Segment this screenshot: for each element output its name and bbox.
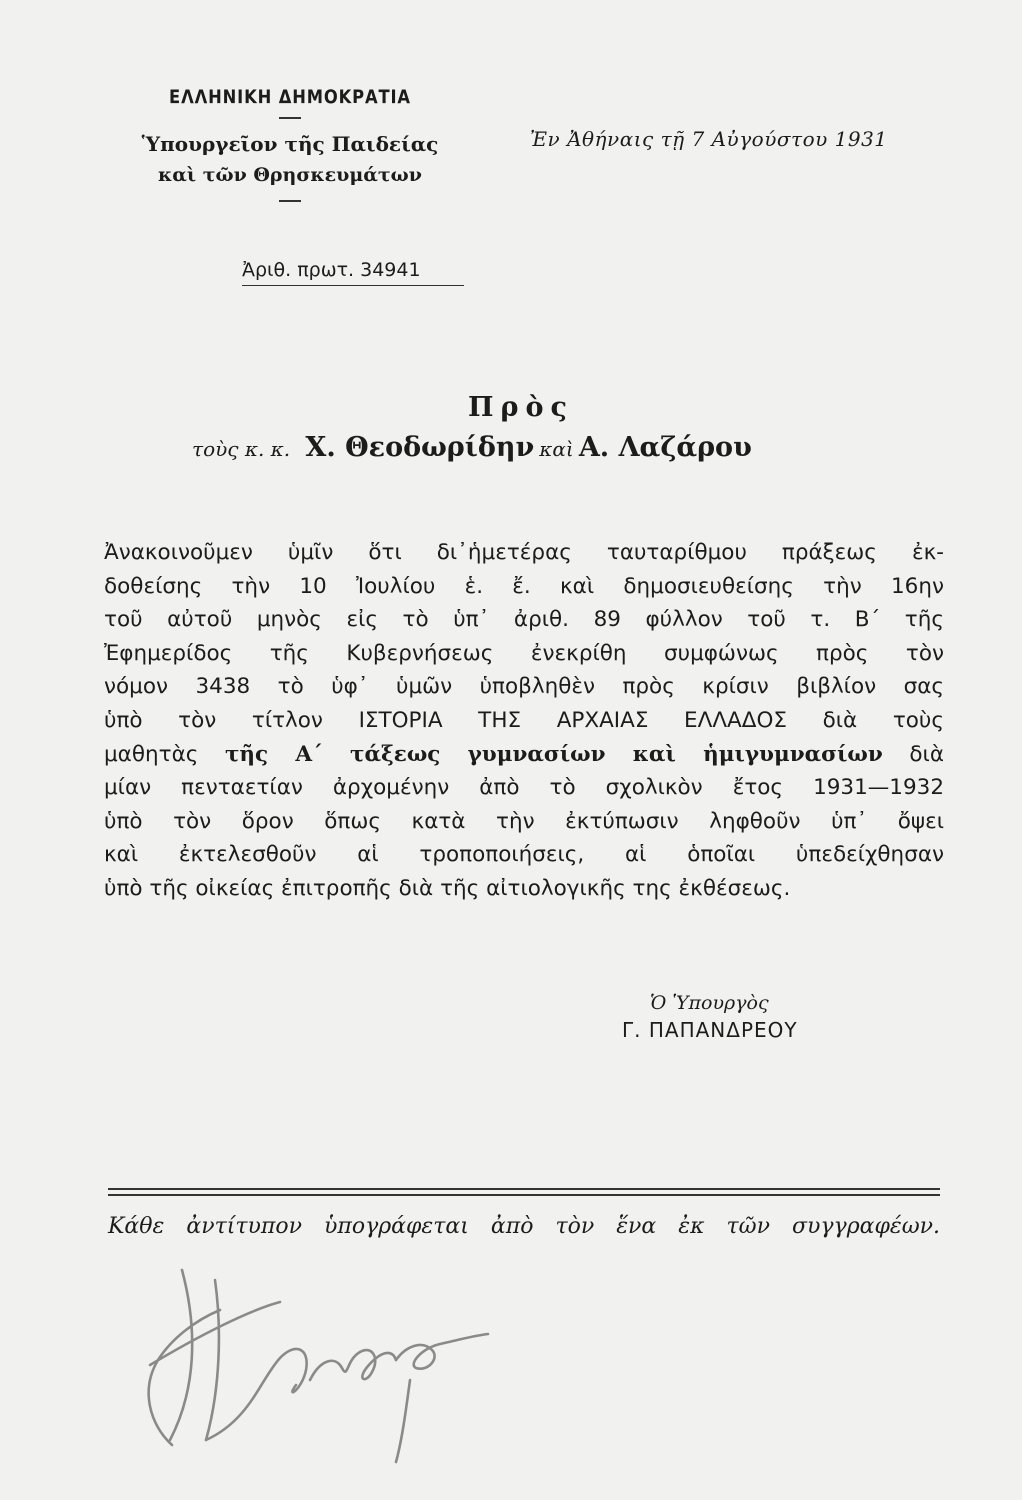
signatory-role: Ὁ Ὑπουργὸς [650,992,769,1014]
header-dash-bottom [279,200,301,202]
recipients-line [192,432,752,463]
body-line: ὑπὸ τὸν ὅρον ὅπως κατὰ τὴν ἐκτύπωσιν ληφθοῦν ὑπ᾽ ὄψει [104,808,944,834]
footer-note: Κάθε ἀντίτυπον ὑπογράφεται ἀπὸ τὸν ἕνα ἐκ τῶν συγγραφέων. [108,1214,940,1239]
letter-body [104,536,944,906]
republic-heading: ΕΛΛΗΝΙΚΗ ΔΗΜΟΚΡΑΤΙΑ [169,86,411,108]
body-line: ὑπὸ τὸν τίτλον ΙΣΤΟΡΙΑ ΤΗΣ ΑΡΧΑΙΑΣ ΕΛΛΑΔΟΣ διὰ τοὺς [104,707,944,733]
body-line: καὶ ἐκτελεσθοῦν αἱ τροποποιήσεις, αἱ ὁποῖαι ὑπεδείχθησαν [104,842,944,868]
body-line: τοῦ αὐτοῦ μηνὸς εἰς τὸ ὑπ᾽ ἀριθ. 89 φύλλον τοῦ τ. Β΄ τῆς [104,607,944,633]
body-line-7-start: μαθητὰς [104,741,199,767]
recipient-name-1: Χ. Θεοδωρίδην [305,432,535,463]
body-line-bold [104,738,944,772]
letter-date: Ἐν Ἀθήναις τῇ 7 Αὐγούστου 1931 [530,127,888,151]
body-line: μίαν πενταετίαν ἀρχομένην ἀπὸ τὸ σχολικὸν ἔτος 1931—1932 [104,775,944,801]
header-dash-top [279,117,301,119]
body-line-7-bold: τῆς Α΄ τάξεως γυμνασίων καὶ ἡμιγυμνασίων [224,741,883,767]
addressee-heading: Πρὸς [468,392,574,423]
ministry-line-2: καὶ τῶν Θρησκευμάτων [158,164,422,186]
recipients-prefix: τοὺς κ. κ. [192,437,291,461]
ministry-line-1: Ὑπουργεῖον τῆς Παιδείας [141,132,439,156]
body-line: δοθείσης τὴν 10 Ἰουλίου ἑ. ἔ. καὶ δημοσιευθείσης τὴν 16ην [104,573,944,599]
footer-rule-top [108,1188,940,1190]
body-line: Ἀνακοινοῦμεν ὑμῖν ὅτι δι᾽ἡμετέρας ταυταρίθμου πράξεως ἐκ- [104,540,944,565]
body-line: Ἐφημερίδος τῆς Κυβερνήσεως ἐνεκρίθη συμφώνως πρὸς τὸν [104,640,944,666]
body-line: νόμον 3438 τὸ ὑφ᾽ ὑμῶν ὑποβληθὲν πρὸς κρίσιν βιβλίον σας [104,674,944,700]
ministry-name [100,129,480,191]
letterhead [100,86,480,212]
signatory-name: Γ. ΠΑΠΑΝΔΡΕΟΥ [622,1018,798,1042]
recipients-conjunction: καὶ [539,437,574,461]
footer-rule-bottom [108,1194,940,1196]
body-line-7-end: διὰ [909,741,944,767]
protocol-number: Ἀριθ. πρωτ. 34941 [242,259,464,286]
body-line: ὑπὸ τῆς οἰκείας ἐπιτροπῆς διὰ τῆς αἰτιολογικῆς της ἐκθέσεως. [104,875,791,901]
handwritten-signature [110,1240,530,1470]
recipient-name-2: Α. Λαζάρου [578,432,752,463]
